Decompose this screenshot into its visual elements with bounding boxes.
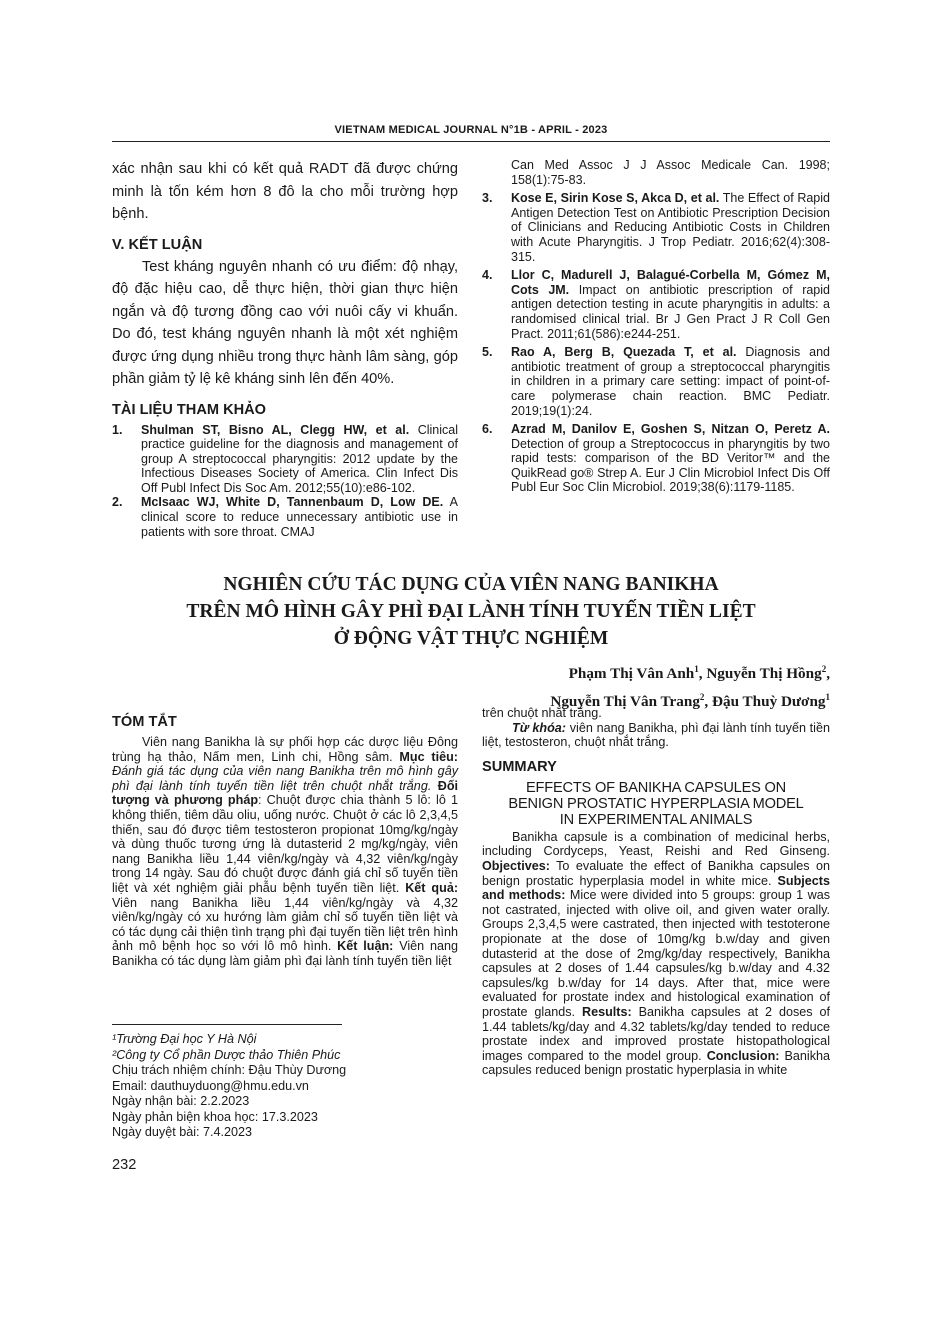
summary-heading: SUMMARY [482, 758, 557, 775]
reference-authors: Llor C, Madurell J, Balagué-Corbella M, Gómez M, Cots JM. [511, 268, 830, 297]
author-name: Nguyễn Thị Hồng [706, 665, 822, 683]
author-affiliation: 2 [699, 691, 705, 702]
reference-number: 2. [112, 495, 123, 510]
reference-text: The Effect of Rapid Antigen Detection Test on Antibiotic Prescription Decision of Clinicians and Reducing Antibiotic Costs in Children with Acute Pharyngitis. J Trop Pediatr. 2016;62(4):308-315. [511, 191, 830, 264]
reference-authors: Rao A, Berg B, Quezada T, et al. [511, 345, 737, 360]
reference-authors: Kose E, Sirin Kose S, Akca D, et al. [511, 191, 720, 206]
affiliation-2: ²Công ty Cổ phần Dược thảo Thiên Phúc [112, 1047, 341, 1062]
reference-number: 3. [482, 191, 493, 206]
reference-text: Clinical practice guideline for the diagnosis and management of group A streptococcal pharyngitis: 2012 update by the Infectious Diseases Society of America. Clin Infect Dis Off Publ Infect Dis Soc Am. 2012;55(10):e86-102. [141, 422, 458, 495]
author-affiliation: 1 [694, 664, 699, 674]
reference-authors: Shulman ST, Bisno AL, Clegg HW, et al. [141, 422, 410, 437]
english-title [482, 780, 830, 828]
author-affiliation: 2 [821, 664, 827, 674]
reference-text: A clinical score to reduce unnecessary antibiotic use in patients with sore throat. CMAJ [141, 495, 458, 539]
author-name: Đậu Thuỳ Dương [712, 692, 826, 710]
reference-authors: McIsaac WJ, White D, Tannenbaum D, Low DE. [141, 495, 444, 510]
abstract-en-body [482, 830, 830, 1078]
abstract-en-results-text: Banikha capsules at 2 doses of 1.44 tablets/kg/day and 4.32 tablets/kg/day tended to reduce prostate index and improved prostate histopathological images compared to the model group. [482, 1004, 831, 1063]
reference-number: 5. [482, 345, 493, 360]
english-title-line: EFFECTS OF BANIKHA CAPSULES ON [526, 779, 786, 796]
abstract-vi-conclusion-text: Viên nang Banikha có tác dụng làm giảm phì đại lành tính tuyến tiền liệt [112, 939, 459, 968]
reference-3 [482, 191, 830, 264]
keywords-label: Từ khóa: [512, 720, 567, 735]
continuation-paragraph: xác nhận sau khi có kết quả RADT đã được chứng minh là tốn kém hơn 8 đô la cho mỗi trường hợp bệnh. [112, 161, 458, 222]
article-title-line: NGHIÊN CỨU TÁC DỤNG CỦA VIÊN NANG BANIKHA [223, 574, 719, 595]
article-title-line: Ở ĐỘNG VẬT THỰC NGHIỆM [333, 628, 609, 649]
top-left-column [112, 158, 458, 539]
abstract-vi-objective-text: Đánh giá tác dụng của viên nang Banikha trên mô hình gây phì đại lành tính tuyến tiền liệt trên chuột nhắt trắng. [112, 764, 458, 793]
abstract-vi-heading: TÓM TẮT [112, 714, 177, 730]
abstract-en-conclusion-label: Conclusion: [706, 1048, 780, 1063]
article-authors: Phạm Thị Vân Anh$^1$, Nguyễn Thị Hồng$^2$, Nguyễn Thị Vân Trang$^2$, Đậu Thuỳ Dương$^1$ [550, 664, 830, 710]
reference-authors: Azrad M, Danilov E, Goshen S, Nitzan O, Peretz A. [511, 422, 830, 437]
reference-6 [482, 422, 830, 495]
abstract-en-conclusion-text: Banikha capsules reduced benign prostatic hyperplasia in white [482, 1048, 830, 1078]
abstract-vi-conclusion-continuation: trên chuột nhắt trắng. [482, 706, 602, 720]
reference-5 [482, 345, 830, 418]
journal-header: VIETNAM MEDICAL JOURNAL N°1B - APRIL - 2023 [334, 124, 608, 136]
abstract-vi-intro: Viên nang Banikha là sự phối hợp các dược liệu Đông trùng hạ thảo, Nấm men, Linh chi, Hồng sâm. [112, 735, 458, 764]
keywords [482, 721, 830, 750]
article-title [112, 571, 830, 652]
abstract-en-results-label: Results: [581, 1004, 632, 1019]
reference-1 [112, 423, 458, 496]
english-title-line: BENIGN PROSTATIC HYPERPLASIA MODEL [508, 795, 804, 812]
abstract-vi-methods-text: : Chuột được chia thành 5 lô: lô 1 không thiến, tiêm dầu oliu, uống nước. Chuột ở các lô 2,3,4,5 thiến, sau đó được tiêm testosteron propionat 10mg/kg/ngày và dùng thuốc tương ứng là dutasterid 2 mg/kg/ngày, viên nang Banikha liều 1,44 viên/kg/ngày và 4,32 viên/kg/ngày trong 14 ngày. Sau đó chuột được đánh giá chỉ số tuyến tiền liệt và xét nghiệm giải phẫu bệnh tuyến tiền liệt. [112, 793, 458, 895]
reference-number: 4. [482, 268, 493, 283]
conclusion-heading: V. KẾT LUẬN [112, 236, 203, 253]
abstract-en-methods-label: Subjects and methods: [482, 873, 831, 903]
conclusion-paragraph: Test kháng nguyên nhanh có ưu điểm: độ nhạy, độ đặc hiệu cao, dễ thực hiện, thời gian thực hiện ngắn và độ tương đồng cao với nuôi cấy vi khuẩn. Do đó, test kháng nguyên nhanh là một xét nghiệm được ứng dụng nhiều trong thực hành lâm sàng, góp phần giảm tỷ lệ kê kháng sinh lên đến 40%. [112, 258, 458, 387]
abstract-vi-column [112, 713, 458, 969]
email: Email: dauthuyduong@hmu.edu.vn [112, 1078, 309, 1093]
author-name: Nguyễn Thị Vân Trang [550, 692, 700, 710]
author-affiliation: 1 [825, 691, 830, 702]
author-name: Phạm Thị Vân Anh [568, 665, 695, 683]
reference-4 [482, 268, 830, 341]
abstract-vi-body [112, 735, 458, 969]
keywords-text: viên nang Banikha, phì đại lành tính tuyến tiền liệt, testosteron, chuột nhắt trắng. [482, 720, 830, 750]
affiliation-1: ¹Trường Đại học Y Hà Nội [112, 1032, 257, 1046]
abstract-en-objectives-text: To evaluate the effect of Banikha capsules on benign prostatic hyperplasia model in white mice. [482, 858, 830, 888]
received-date: Ngày nhận bài: 2.2.2023 [112, 1094, 250, 1108]
footnotes [112, 1032, 458, 1141]
abstract-vi-results-text: Viên nang Banikha liều 1,44 viên/kg/ngày và 4,32 viên/kg/ngày có xu hướng làm giảm chỉ số tuyến tiền liệt và có tác dụng cải thiện tình trạng phì đại tuyến tiền liệt trên hình ảnh mô bệnh học so với lô mô hình. [112, 895, 458, 954]
abstract-vi-results-label: Kết quả: [405, 880, 459, 895]
abstract-vi-objective-label: Mục tiêu: [399, 749, 459, 764]
abstract-en-intro: Banikha capsule is a combination of medicinal herbs, including Cordyceps, Yeast, Reishi and Red Ginseng. [482, 829, 830, 859]
reference-number: 1. [112, 422, 123, 437]
english-title-line: IN EXPERIMENTAL ANIMALS [559, 811, 753, 828]
reference-text: Impact on antibiotic prescription of rapid antigen detection testing in acute pharyngitis in adults: a randomised clinical trial. Br J Gen Pract J R Coll Gen Pract. 2011;61(586):e244-251. [511, 282, 830, 341]
reference-text: Detection of group a Streptococcus in pharyngitis by two rapid tests: comparison of the BD Veritor™ and the QuikRead go® Strep A. Eur J Clin Microbiol Infect Dis Off Publ Eur Soc Clin Microbiol. 2019;38(6):1179-1185. [511, 436, 830, 495]
abstract-vi-methods-label: Đối tượng và phương pháp [112, 778, 459, 808]
abstract-en-methods-text: Mice were divided into 5 groups: group 1 was not castrated, injected with olive oil, and given water orally. Groups 2,3,4,5 were castrated, then injected with testoterone propionate at the dose of 10mg/kg b.w/day and given dutasterid at the dose of 2mg/kg/day respectively, Banikha capsules at 2 doses of 1.44 capsules/kg b.w/day and 4.32 capsules/kg b.w/day for 14 days. After that, mice were evaluated for prostate index and histological examination of prostate glands. [482, 888, 830, 1019]
reference-text: Diagnosis and antibiotic treatment of group a streptococcal pharyngitis in children in a primary care setting: impact of point-of-care polymerase chain reaction. BMC Pediatr. 2019;19(1):24. [511, 345, 830, 418]
reviewed-date: Ngày phản biện khoa học: 17.3.2023 [112, 1109, 318, 1124]
footnote-rule [112, 1024, 342, 1025]
references-heading: TÀI LIỆU THAM KHẢO [112, 401, 267, 418]
reference-2 [112, 495, 458, 539]
header-rule [112, 141, 830, 142]
corresponding-author: Chịu trách nhiệm chính: Đậu Thùy Dương [112, 1063, 347, 1077]
reference-number: 6. [482, 422, 493, 437]
article-title-line: TRÊN MÔ HÌNH GÂY PHÌ ĐẠI LÀNH TÍNH TUYẾN TIỀN LIỆT [186, 601, 756, 622]
top-right-column [482, 158, 830, 495]
abstract-en-column [482, 706, 830, 1078]
page-number: 232 [112, 1157, 137, 1173]
accepted-date: Ngày duyệt bài: 7.4.2023 [112, 1125, 253, 1139]
abstract-en-objectives-label: Objectives: [482, 858, 550, 873]
abstract-vi-conclusion-label: Kết luận: [337, 939, 394, 954]
reference-2-continuation: Can Med Assoc J J Assoc Medicale Can. 1998; 158(1):75-83. [511, 158, 830, 187]
